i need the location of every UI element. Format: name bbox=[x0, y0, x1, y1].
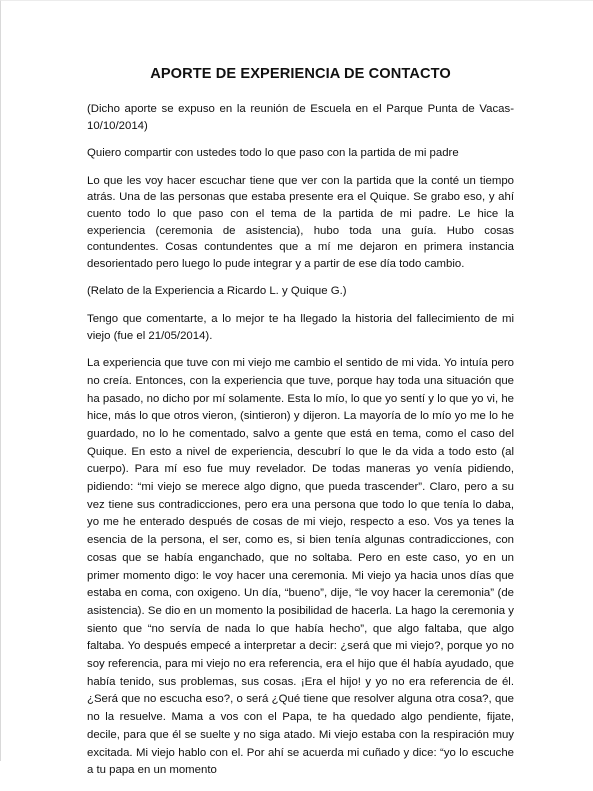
document-content bbox=[87, 65, 514, 791]
paragraph-context: Lo que les voy hacer escuchar tiene que ver con la partida que la conté un tiempo atrás. Una de las personas que estaba presente era el Quique. Se grabo eso, y ahí cuento todo lo que paso con el tema de la partida de mi padre. Le hice la experiencia (ceremonia de asistencia), hubo toda una guía. Hubo cosas contundentes. Cosas contundentes que a mí me dejaron en primera instancia desorientado pero luego lo pude integrar y a partir de ese día todo cambio. bbox=[87, 174, 514, 270]
document-title: APORTE DE EXPERIENCIA DE CONTACTO bbox=[150, 66, 451, 82]
paragraph-exposition-note: (Dicho aporte se expuso en la reunión de Escuela en el Parque Punta de Vacas- 10/10/2014) bbox=[87, 103, 514, 132]
paragraph-relato-note: (Relato de la Experiencia a Ricardo L. y Quique G.) bbox=[87, 285, 347, 298]
paragraph-intro: Quiero compartir con ustedes todo lo que paso con la partida de mi padre bbox=[87, 147, 459, 160]
paragraph-experiencia: La experiencia que tuve con mi viejo me cambio el sentido de mi vida. Yo intuía pero no creía. Entonces, con la experiencia que tuve, porque hay toda una situación que ha pasado, no dicho por mí solamente. Esta lo mío, lo que yo sentí y lo que yo vi, he hice, más lo que otros vieron, (sintieron) y dijeron. La mayoría de lo mío yo me lo he guardado, no lo he comentado, salvo a gente que está en tema, como el caso del Quique. En esto a nivel de experiencia, descubrí lo que le da vida a todo esto (al cuerpo). Para mí eso fue muy revelador. De todas maneras yo venía pidiendo, pidiendo: “mi viejo se merece algo digno, que pueda trascender”. Claro, pero a su vez tiene sus contradicciones, pero era una persona que todo lo que tenía lo daba, yo me he enterado después de cosas de mi viejo, respecto a eso. Vos ya tenes la esencia de la persona, el ser, como es, si bien tenía algunas contradicciones, con cosas que se había enganchado, que no soltaba. Pero en este caso, yo en un primer momento digo: le voy hacer una ceremonia. Mi viejo ya hacia unos días que estaba en coma, con oxigeno. Un día, “bueno”, dije, “le voy hacer la ceremonia” (de asistencia). Se dio en un momento la posibilidad de hacerla. La hago la ceremonia y siento que “no servía de nada lo que había hecho”, que algo faltaba, que algo faltaba. Yo después empecé a interpretar a decir: ¿será que mi viejo?, porque yo no soy referencia, para mi viejo no era referencia, era el hijo que él había ayudado, que había tenido, sus problemas, sus cosas. ¡Era el hijo! y yo no era referencia de él. ¿Será que no escucha eso?, o será ¿Qué tiene que resolver alguna otra cosa?, que no la resuelve. Mama a vos con el Papa, te ha quedado algo pendiente, fijate, decile, para que él se suelte y no siga atado. Mi viejo estaba con la respiración muy excitada. Mi viejo hablo con el. Por ahí se acuerda mi cuñado y dice: “yo lo escuche a tu papa en un momento bbox=[87, 357, 514, 777]
paragraph-fallecimiento: Tengo que comentarte, a lo mejor te ha llegado la historia del fallecimiento de mi viejo (fue el 21/05/2014). bbox=[87, 312, 514, 342]
